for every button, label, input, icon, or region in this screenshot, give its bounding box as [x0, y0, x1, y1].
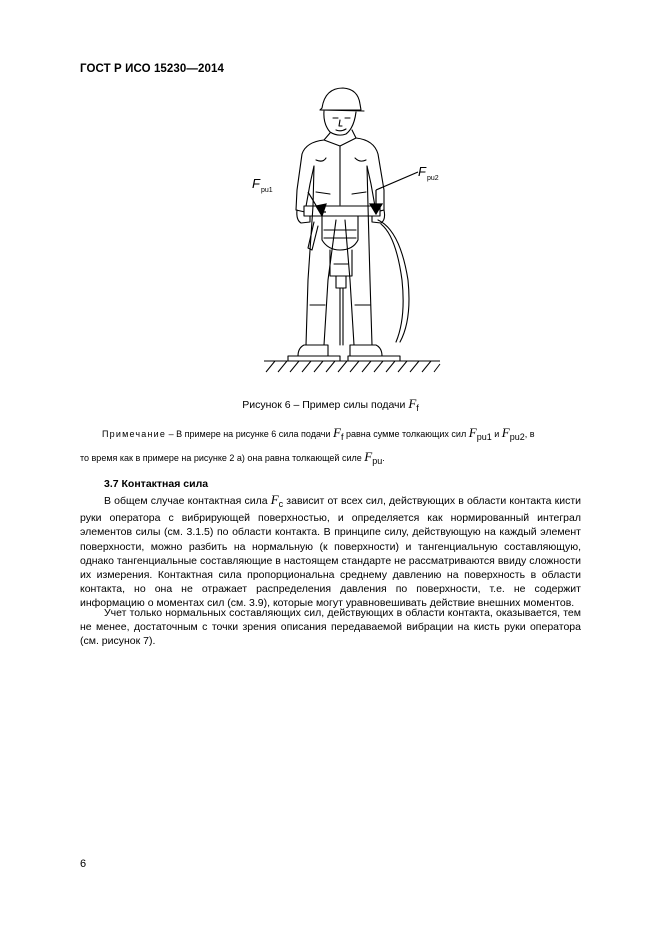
figure-caption: [0, 396, 661, 413]
figure-operator-with-breaker: [250, 80, 450, 380]
caption-text: Рисунок 6 – Пример силы подачи: [242, 399, 406, 411]
note-line-1: Примечание – В примере на рисунке 6 сила подачи $F_f$ равна сумме толкающих сил $F_{pu1}$ и $F_{pu2}$, в: [102, 425, 535, 442]
paragraph-contact-force: В общем случае контактная сила $F_c$ зависит от всех сил, действующих в области контакта кисти руки оператора с вибрирующей поверхностью, и определяется как нормированный интеграл элементов силы (см. 3.1.5) по области контакта. В принципе силу, действующую на каждый элемент поверхности, можно разбить на нормальную (к поверхности) и тангенциальную составляющую, однако тангенциальные составляющие в настоящем стандарте не рассматриваются ввиду сложности их измерения. Контактная сила пропорциональна среднему давлению на поверхность в области контакта, но она не отражает распределения давления по поверхности, т.е. не содержит информацию о моментах сил (см. 3.9), которые могут уравновешивать действие внешних моментов.: [80, 492, 581, 610]
document-header: ГОСТ Р ИСО 15230—2014: [80, 63, 225, 75]
section-heading: 3.7 Контактная сила: [104, 478, 209, 490]
force-label-fpu2: F: [418, 164, 426, 179]
force-label-fpu1-subscript: pu1: [261, 187, 273, 194]
force-label-fpu1: F: [252, 176, 260, 191]
paragraph-normal-components: Учет только нормальных составляющих сил, действующих в области контакта, оказывается, тем не менее, достаточным с точки зрения описания передаваемой вибрации на кисть руки оператора (см. рисунок 7).: [80, 607, 581, 648]
caption-symbol: $F_f$: [408, 396, 419, 413]
note-label: Примечание: [102, 429, 167, 439]
force-label-fpu2-subscript: pu2: [427, 175, 439, 182]
page-number: 6: [80, 858, 87, 870]
note-line-2: то время как в примере на рисунке 2 а) она равна толкающей силе $F_{pu}$.: [80, 449, 385, 466]
